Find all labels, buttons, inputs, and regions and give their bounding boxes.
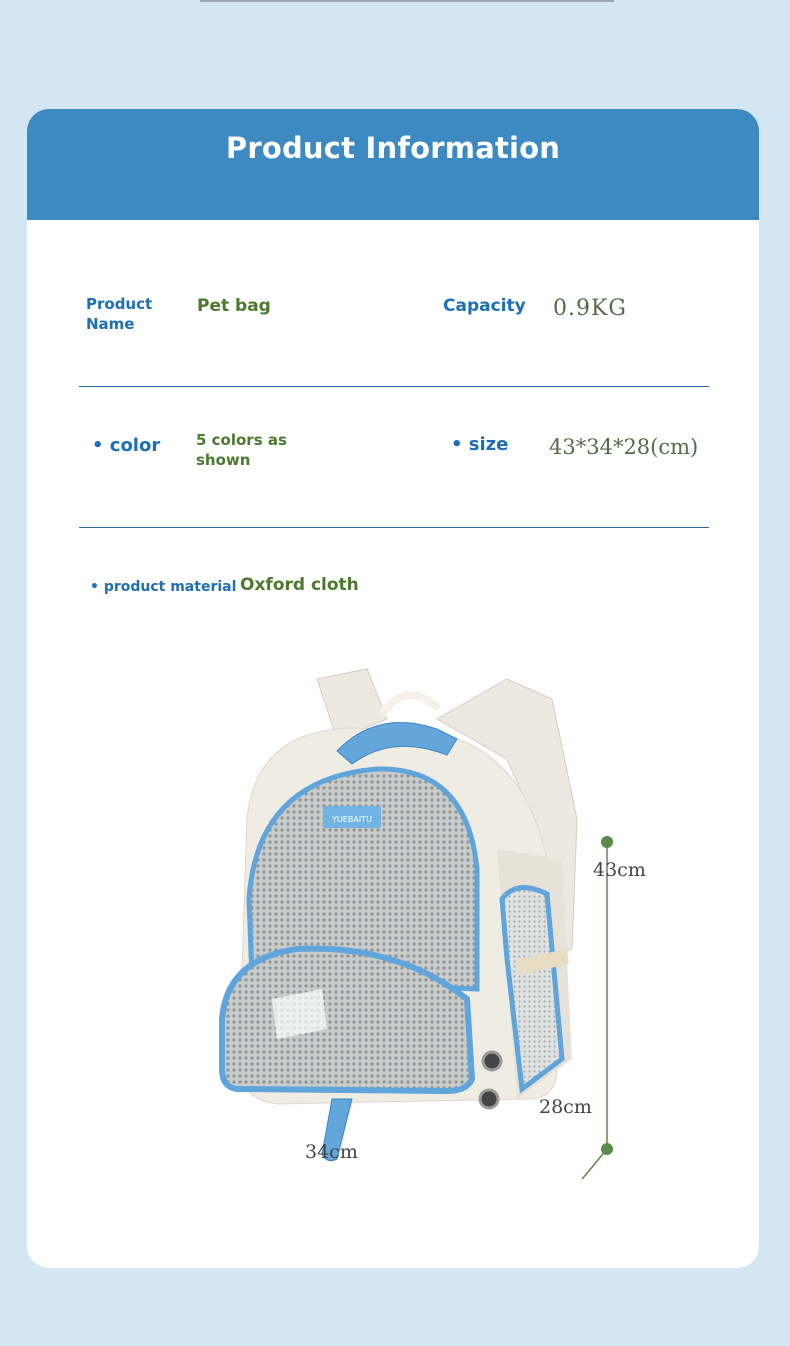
brand-tag-text: YUEBAITU <box>332 815 372 824</box>
size-label: • size <box>451 434 509 455</box>
spec-divider-2 <box>79 527 709 528</box>
top-divider-strip <box>200 0 614 2</box>
card-header <box>27 109 759 220</box>
spec-divider-1 <box>79 386 709 387</box>
page-title: Product Information <box>225 131 561 165</box>
product-name-value: Pet bag <box>197 296 271 316</box>
product-name-label: Product Name <box>86 295 153 333</box>
width-dimension-label: 34cm <box>305 1141 358 1163</box>
capacity-label: Capacity <box>443 296 526 316</box>
depth-dimension-label: 28cm <box>539 1096 592 1118</box>
product-info-card <box>27 109 759 1268</box>
height-dimension-label: 43cm <box>593 859 646 881</box>
color-value: 5 colors as shown <box>196 431 287 469</box>
color-label: • color <box>92 435 161 456</box>
material-value: Oxford cloth <box>240 575 359 595</box>
size-value: 43*34*28(cm) <box>549 435 699 459</box>
material-label: • product material <box>90 579 237 595</box>
capacity-value: 0.9KG <box>553 296 627 321</box>
